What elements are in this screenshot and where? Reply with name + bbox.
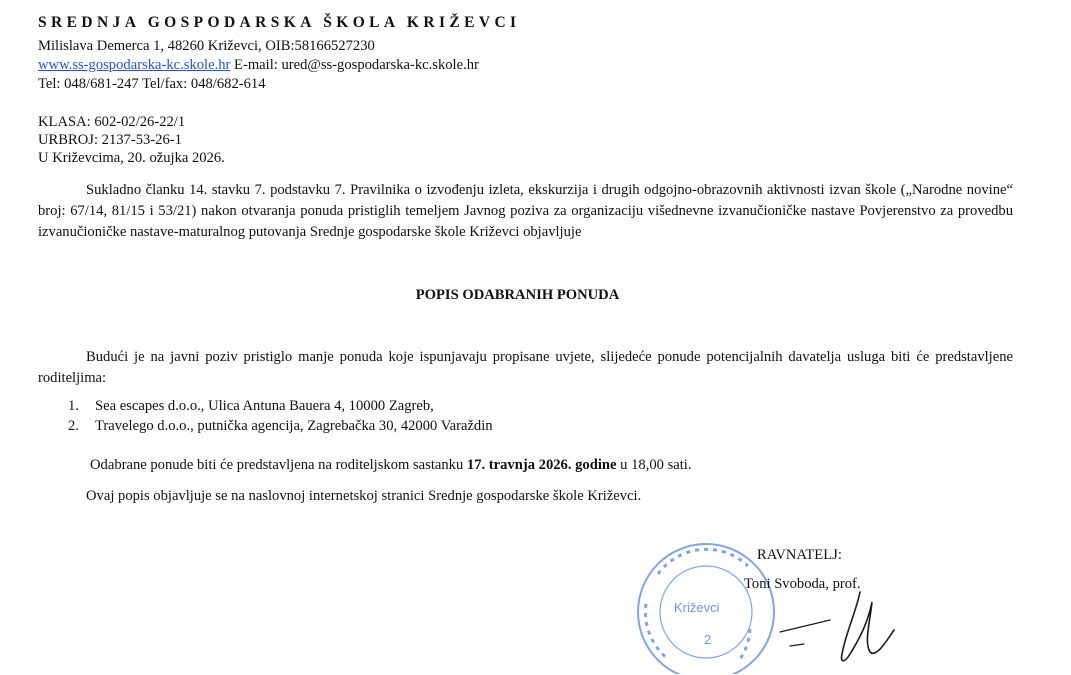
email-text: E-mail: ured@ss-gospodarska-kc.skole.hr — [230, 57, 479, 73]
klasa: KLASA: 602-02/26-22/1 — [38, 114, 186, 130]
list-item — [68, 418, 493, 435]
meeting-text: Odabrane ponude biti će predstavljena na roditeljskom sastanku — [90, 457, 467, 473]
offer-text: Travelego d.o.o., putnička agencija, Zagrebačka 30, 42000 Varaždin — [95, 418, 493, 434]
school-name: SREDNJA GOSPODARSKA ŠKOLA KRIŽEVCI — [38, 14, 521, 31]
list-number: 1. — [68, 398, 79, 414]
offer-text: Sea escapes d.o.o., Ulica Antuna Bauera 4, 10000 Zagreb, — [95, 398, 434, 414]
phone-line: Tel: 048/681-247 Tel/fax: 048/682-614 — [38, 76, 266, 92]
place-date: U Križevcima, 20. ožujka 2026. — [38, 150, 225, 166]
school-address: Milislava Demerca 1, 48260 Križevci, OIB:58166527230 — [38, 38, 375, 54]
list-item — [68, 398, 434, 415]
body-paragraph: Budući je na javni poziv pristiglo manje ponuda koje ispunjavaju propisane uvjete, slijedeće ponude potencijalnih davatelja usluga biti će predstavljene roditeljima: — [38, 349, 1013, 386]
document-title: POPIS ODABRANIH PONUDA — [415, 287, 620, 303]
stamp-city: Križevci — [674, 600, 720, 615]
list-number: 2. — [68, 418, 79, 434]
urbroj: URBROJ: 2137-53-26-1 — [38, 132, 182, 148]
signature-name: Toni Svoboda, prof. — [744, 576, 861, 592]
signature-role: RAVNATELJ: — [757, 547, 842, 563]
contact-line — [38, 56, 479, 74]
meeting-time: u 18,00 sati. — [616, 457, 692, 473]
meeting-date: 17. travnja 2026. godine — [466, 457, 617, 473]
handwritten-signature — [760, 582, 900, 672]
meeting-line — [90, 457, 692, 474]
website-link[interactable]: www.ss-gospodarska-kc.skole.hr — [38, 57, 231, 73]
stamp-number: 2 — [704, 632, 712, 647]
intro-paragraph: Sukladno članku 14. stavku 7. podstavku 7. Pravilnika o izvođenju izleta, ekskurzija i drugih odgojno-obrazovnih aktivnosti izvan škole („Narodne novine“ broj: 67/14, 81/15 i 53/21) nakon otvaranja ponuda pristiglih temeljem Javnog poziva za organizaciju višednevne izvanučioničke nastave Povjerenstvo za provedbu izvanučioničke nastave-maturalnog putovanja Srednje gospodarske škole Križevci objavljuje — [38, 182, 1013, 240]
publication-line: Ovaj popis objavljuje se na naslovnoj internetskoj stranici Srednje gospodarske škole Križevci. — [86, 488, 642, 504]
